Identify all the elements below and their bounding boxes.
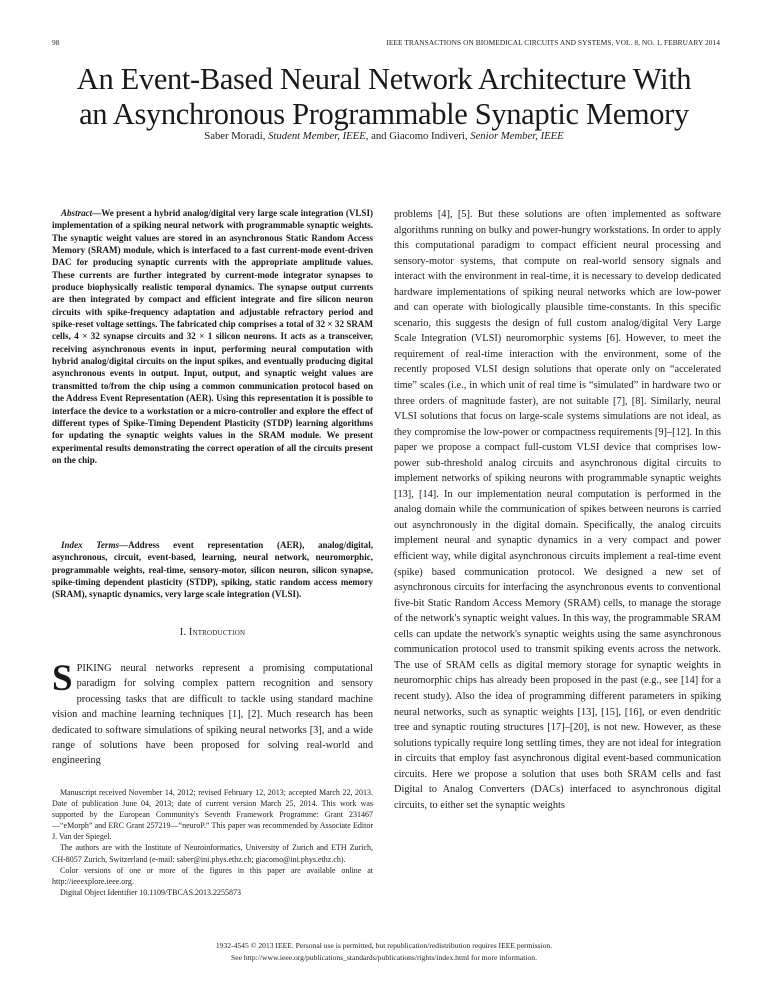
page-number: 98 bbox=[52, 38, 60, 47]
copyright-notice bbox=[0, 940, 768, 963]
intro-paragraph bbox=[52, 658, 373, 769]
index-terms-dash: — bbox=[119, 540, 129, 550]
author-list bbox=[0, 130, 768, 142]
index-terms bbox=[52, 539, 373, 601]
intro-text: PIKING neural networks represent a promising computational paradigm for solving complex pattern recognition and sensory processing tasks that are difficult to tackle using standard machine vision and machine learning techniques [1], [2]. Much research has been dedicated to software simulations of spiking neural networks [3], and a wide range of solutions have been proposed for solving real-world and engineering bbox=[52, 663, 373, 767]
section-numeral: I. bbox=[179, 627, 187, 638]
drop-cap: S bbox=[52, 658, 73, 699]
footnote-color-versions: Color versions of one or more of the figures in this paper are available online at http://ieeexplore.ieee.org. bbox=[52, 865, 373, 886]
footnote-manuscript: Manuscript received November 14, 2012; revised February 12, 2013; accepted March 22, 2013. Date of publication June 04, 2013; date of current version March 25, 2014. This work was supported by the European Community's Seventh Framework Programme: Grant 231467—“eMorph” and ERC Grant 257219—“neuroP.” This paper was recommended by Associate Editor J. Van der Spiegel. bbox=[52, 788, 373, 842]
index-terms-text: Address event representation (AER), analog/digital, asynchronous, circuit, event-based, learning, neural network, neuromorphic, programmable weights, real-time, sensory-motor, silicon neuron, silicon synapse, spike-timing dependent plasticity (STDP), spiking, static random access memory (SRAM), synaptic dynamics, very large scale integration (VLSI). bbox=[52, 540, 373, 600]
journal-name: IEEE TRANSACTIONS ON BIOMEDICAL CIRCUITS AND SYSTEMS, VOL. 8, NO. 1, FEBRUARY 2014 bbox=[386, 38, 720, 47]
title-line-2: an Asynchronous Programmable Synaptic Memory bbox=[79, 97, 689, 131]
author-role: Student Member, IEEE, bbox=[268, 130, 369, 142]
footnote-doi: Digital Object Identifier 10.1109/TBCAS.2013.2255873 bbox=[60, 887, 242, 897]
author-name: Saber Moradi, bbox=[204, 130, 266, 142]
abstract-label: Abstract bbox=[61, 208, 93, 218]
abstract-dash: — bbox=[92, 208, 102, 218]
author-role: Senior Member, IEEE bbox=[470, 130, 564, 142]
author-name: Giacomo Indiveri, bbox=[389, 130, 468, 142]
section-heading bbox=[52, 627, 373, 638]
copyright-line-1: 1932-4545 © 2013 IEEE. Personal use is permitted, but republication/redistribution requires IEEE permission. bbox=[215, 941, 553, 950]
body-text: problems [4], [5]. But these solutions are often implemented as software algorithms running on bulky and power-hungry workstations. In order to apply this computational paradigm to compact efficient neural processing and sensory-motor systems, that compute on real-world sensory signals and interact with the environment in real-time, it is necessary to develop dedicated hardware implementations of spiking neural networks which are low-power and can operate with biologically plausible time-constants. In this specific scenario, this suggests the design of full custom analog/digital Very Large Scale Integration (VLSI) neuromorphic systems [6]. However, to meet the requirement of real-time interaction with the environment, some of the recently proposed VLSI design solutions that operate only on “accelerated time” scales (i.e., in which unit of real time is “simulated” in hardware two or three orders of magnitude faster), are not suitable [7], [8]. Similarly, neural VLSI solutions that focus on large-scale systems simulations are not ideal, as they compromise the low-power or compactness requirements [9]–[12]. In this paper we propose a compact full-custom VLSI device that comprises low-power sub-threshold analog circuits and asynchronous digital circuits to implement networks of spiking neurons with programmable synaptic weights [13], [14]. In our implementation neural computation is performed in the analog domain while the communication of spikes between neurons is carried out asynchronously in the digital domain. Specifically, the analog circuits implement neural and synaptic dynamics in a very compact and power efficient way, while digital asynchronous circuits implement a real-time event (spike) based communication protocol. We designed a new set of asynchronous circuits for interfacing the asynchronous events to conventional five-bit Static Random Access Memory (SRAM) cells, to manage the storage of the network's synaptic weight values. In this way, the programmable SRAM cells can update the network's synaptic weights using the same asynchronous communication protocol used to transmit spiking events across the network. The use of SRAM cells as digital memory storage for synaptic weights in neuromorphic chips has already been proposed in the past (e.g., see [14] for a recent study). Also the idea of programming different parameters in spiking neural networks, such as synaptic weights [13], [15], [16], or even dendritic tree and synaptic routing structures [17]–[20], is not new. However, as these solutions typically require long settling times, they are not ideal for integration in circuits that employ fast asynchronous digital event-based communication circuits. Here we propose a solution that uses both SRAM cells and fast Digital to Analog Converters (DACs) interfaced to asynchronous digital circuits, to either set the synaptic weights bbox=[394, 209, 721, 811]
index-terms-label: Index Terms bbox=[61, 540, 120, 550]
right-column bbox=[394, 207, 721, 813]
copyright-line-2: See http://www.ieee.org/publications_standards/publications/rights/index.html for more information. bbox=[230, 952, 537, 962]
abstract bbox=[52, 207, 373, 466]
footnote-affiliation: The authors are with the Institute of Neuroinformatics, University of Zurich and ETH Zurich, CH-8057 Zurich, Switzerland (e-mail: saber@ini.phys.ethz.ch; giacomo@ini.phys.ethz.ch). bbox=[52, 843, 373, 864]
paper-title bbox=[0, 62, 768, 132]
abstract-text: We present a hybrid analog/digital very large scale integration (VLSI) implementation of a spiking neural network with programmable synaptic weights. The synaptic weight values are stored in an asynchronous Static Random Access Memory (SRAM) module, which is interfaced to a fast current-mode event-driven DAC for producing synaptic currents with the appropriate amplitude values. These currents are further integrated by current-mode integrator synapses to produce biophysically realistic temporal dynamics. The synapse output currents are then integrated by compact and efficient integrate and fire silicon neuron circuits with spike-frequency adaptation and adjustable refractory period and spike-reset voltage settings. The fabricated chip comprises a total of 32 × 32 SRAM cells, 4 × 32 synapse circuits and 32 × 1 silicon neurons. It acts as a transceiver, receiving asynchronous events in input, performing neural computation with hybrid analog/digital circuits on the input spikes, and eventually producing digital asynchronous events in output. Input, output, and synaptic weight values are transmitted to/from the chip using a common communication protocol based on the Address Event Representation (AER). Using this representation it is possible to interface the device to a workstation or a micro-controller and explore the effect of different types of Spike-Timing Dependent Plasticity (STDP) learning algorithms for updating the synaptic weights values in the SRAM module. We present experimental results demonstrating the correct operation of all the circuits present on the chip. bbox=[52, 208, 373, 465]
section-title: Introduction bbox=[188, 627, 246, 638]
author-conjunction: and bbox=[371, 130, 387, 142]
footnotes bbox=[52, 787, 373, 898]
title-line-1: An Event-Based Neural Network Architecture With bbox=[76, 62, 692, 96]
